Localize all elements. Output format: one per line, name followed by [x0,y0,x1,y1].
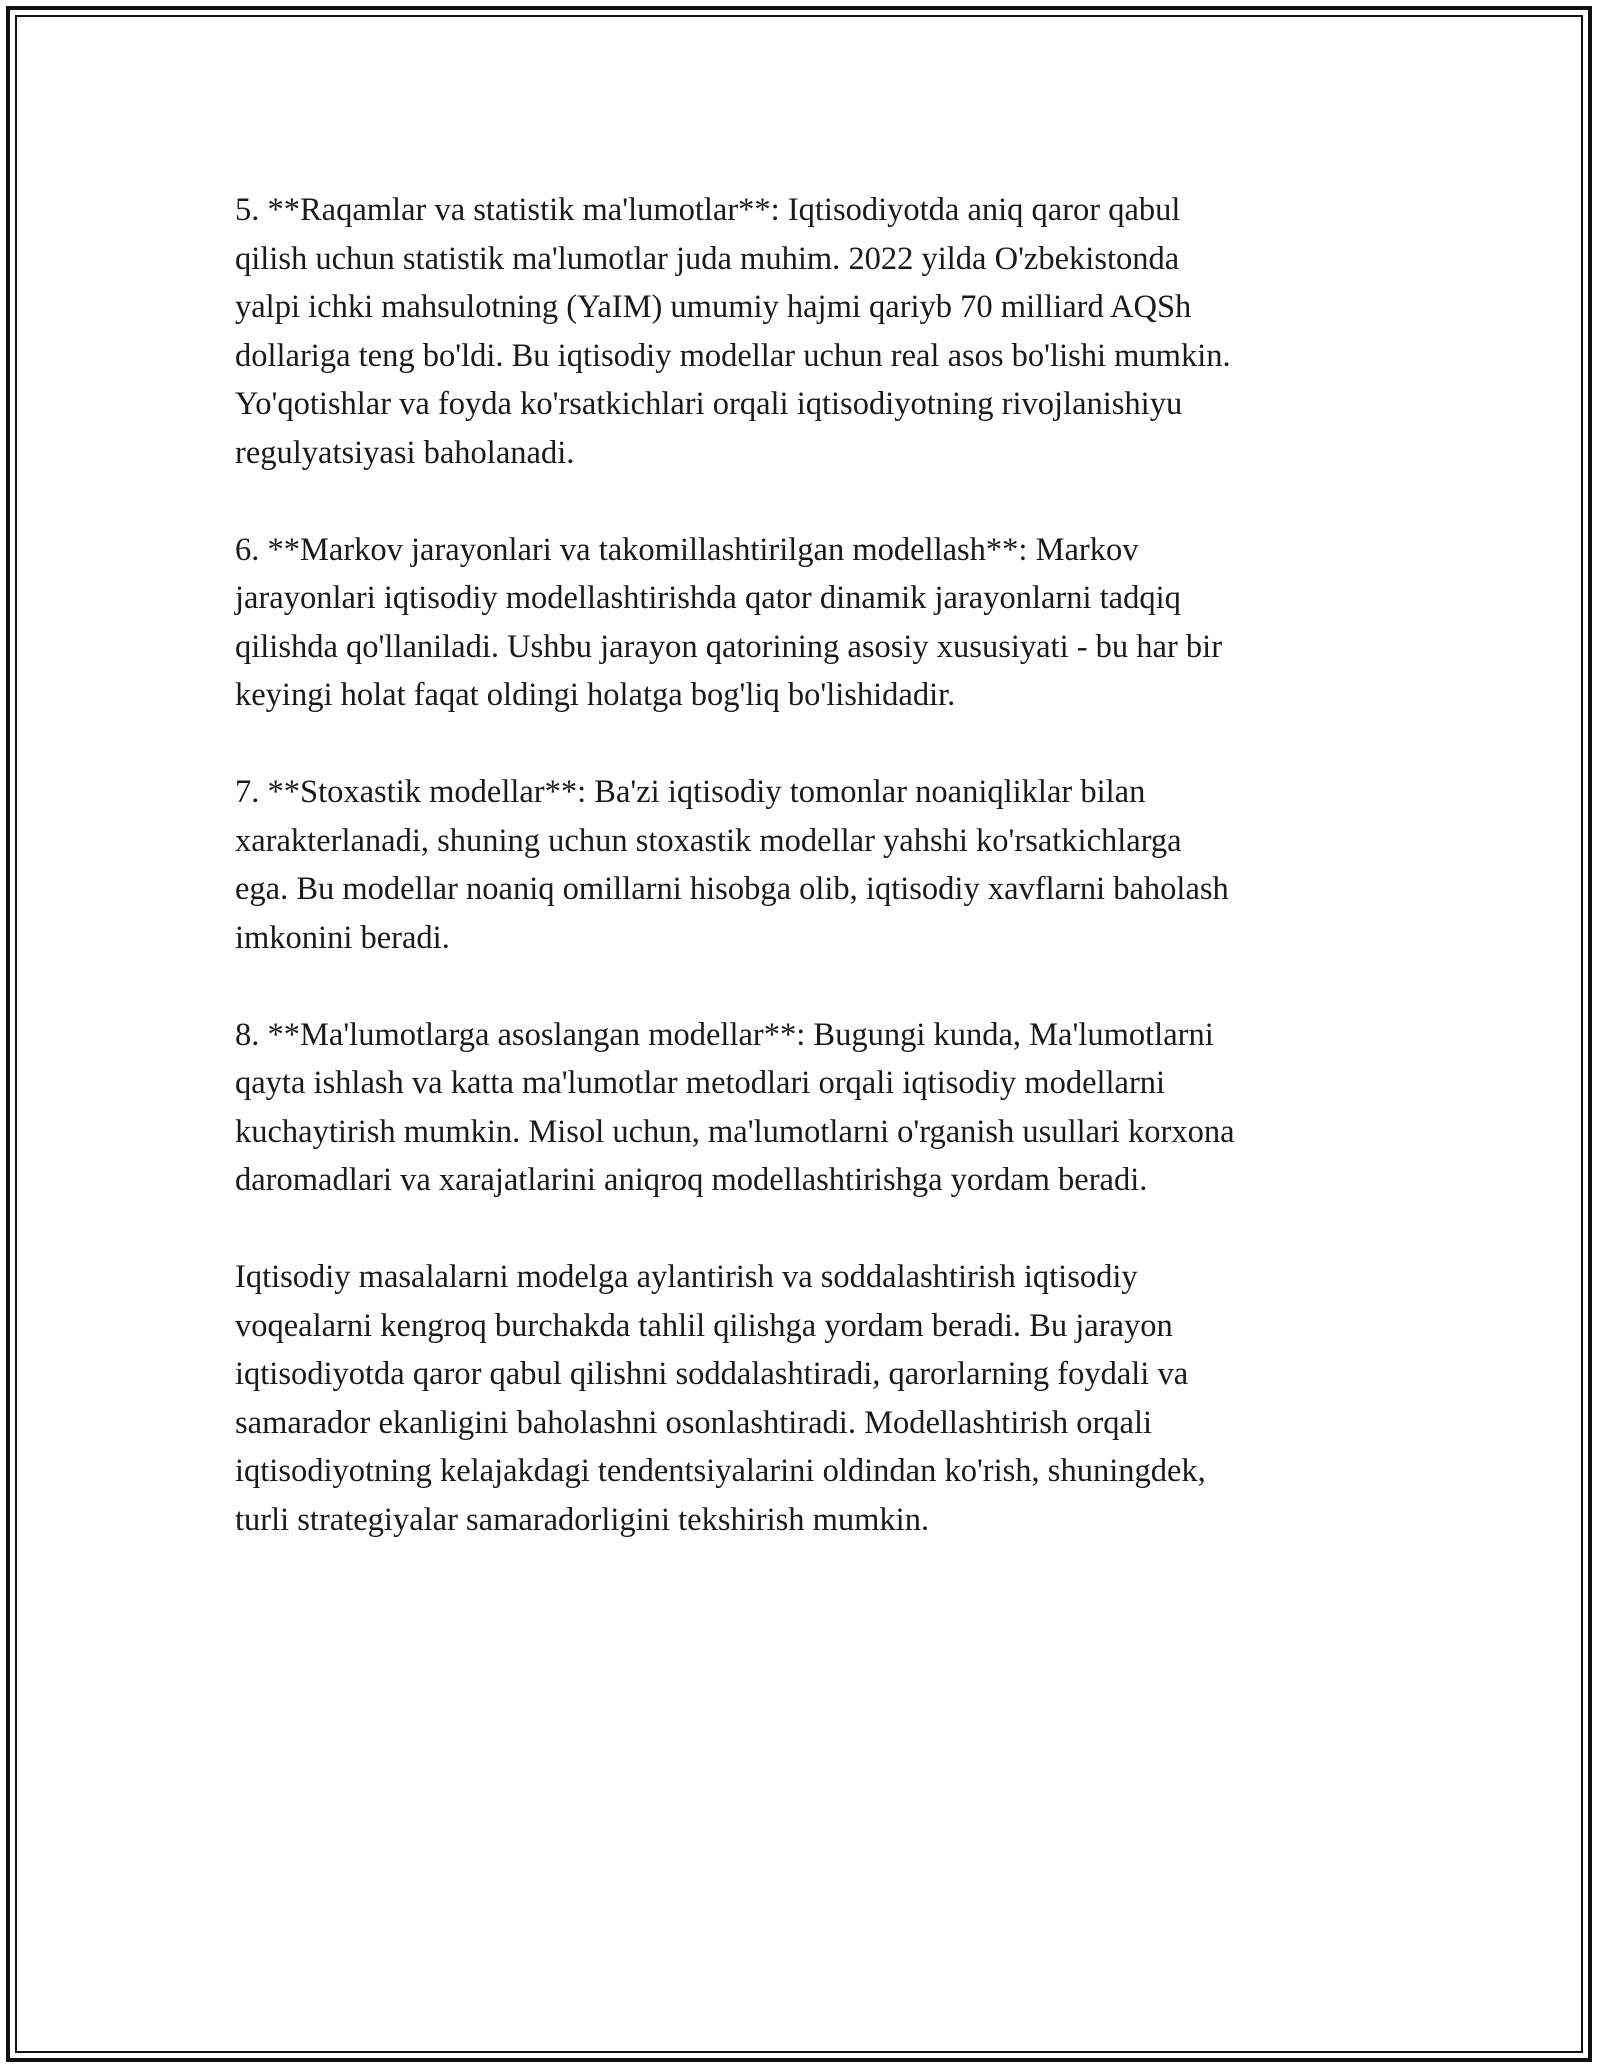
text-line: samarador ekanligini baholashni osonlashtiradi. Modellashtirish orqali [235,1404,1153,1441]
text-line: turli strategiyalar samaradorligini tekshirish mumkin. [235,1501,930,1538]
text-line: ega. Bu modellar noaniq omillarni hisobga olib, iqtisodiy xavflarni baholash [235,871,1229,907]
text-line: jarayonlari iqtisodiy modellashtirishda qator dinamik jarayonlarni tadqiq [235,580,1181,616]
text-line: 5. **Raqamlar va statistik ma'lumotlar**: Iqtisodiyotda aniq qaror qabul [235,192,1181,228]
text-line: qilish uchun statistik ma'lumotlar juda muhim. 2022 yilda O'zbekistonda [235,240,1180,277]
text-line: 6. **Markov jarayonlari va takomillashtirilgan modellash**: Markov [235,531,1139,568]
text-line: imkonini beradi. [235,919,450,956]
text-line: 7. **Stoxastik modellar**: Ba'zi iqtisodiy tomonlar noaniqliklar bilan [235,774,1146,810]
text-line: iqtisodiyotning kelajakdagi tendentsiyalarini oldindan ko'rish, shuningdek, [235,1453,1206,1489]
text-line: daromadlari va xarajatlarini aniqroq modellashtirishga yordam beradi. [235,1162,1148,1198]
paragraph-item-7 [235,768,1375,962]
text-line: qilishda qo'llaniladi. Ushbu jarayon qatorining asosiy xususiyati - bu har bir [235,628,1223,665]
paragraph-conclusion [235,1253,1375,1544]
text-line: xarakterlanadi, shuning uchun stoxastik modellar yahshi ko'rsatkichlarga [235,822,1182,859]
text-line: 8. **Ma'lumotlarga asoslangan modellar**: Bugungi kunda, Ma'lumotlarni [235,1016,1214,1053]
text-line: iqtisodiyotda qaror qabul qilishni soddalashtiradi, qarorlarning foydali va [235,1356,1189,1392]
text-line: Yo'qotishlar va foyda ko'rsatkichlari orqali iqtisodiyotning rivojlanishiyu [235,386,1183,422]
document-body [235,186,1375,1593]
text-line: yalpi ichki mahsulotning (YaIM) umumiy hajmi qariyb 70 milliard AQSh [235,289,1192,325]
text-line: dollariga teng bo'ldi. Bu iqtisodiy modellar uchun real asos bo'lishi mumkin. [235,337,1231,374]
text-line: voqealarni kengroq burchakda tahlil qilishga yordam beradi. Bu jarayon [235,1307,1173,1344]
text-line: kuchaytirish mumkin. Misol uchun, ma'lumotlarni o'rganish usullari korxona [235,1113,1235,1150]
text-line: keyingi holat faqat oldingi holatga bog'liq bo'lishidadir. [235,677,956,713]
paragraph-item-8 [235,1011,1375,1205]
text-line: Iqtisodiy masalalarni modelga aylantirish va soddalashtirish iqtisodiy [235,1259,1138,1295]
text-line: regulyatsiyasi baholanadi. [235,434,575,471]
text-line: qayta ishlash va katta ma'lumotlar metodlari orqali iqtisodiy modellarni [235,1065,1166,1101]
paragraph-item-6 [235,526,1375,720]
paragraph-item-5 [235,186,1375,477]
